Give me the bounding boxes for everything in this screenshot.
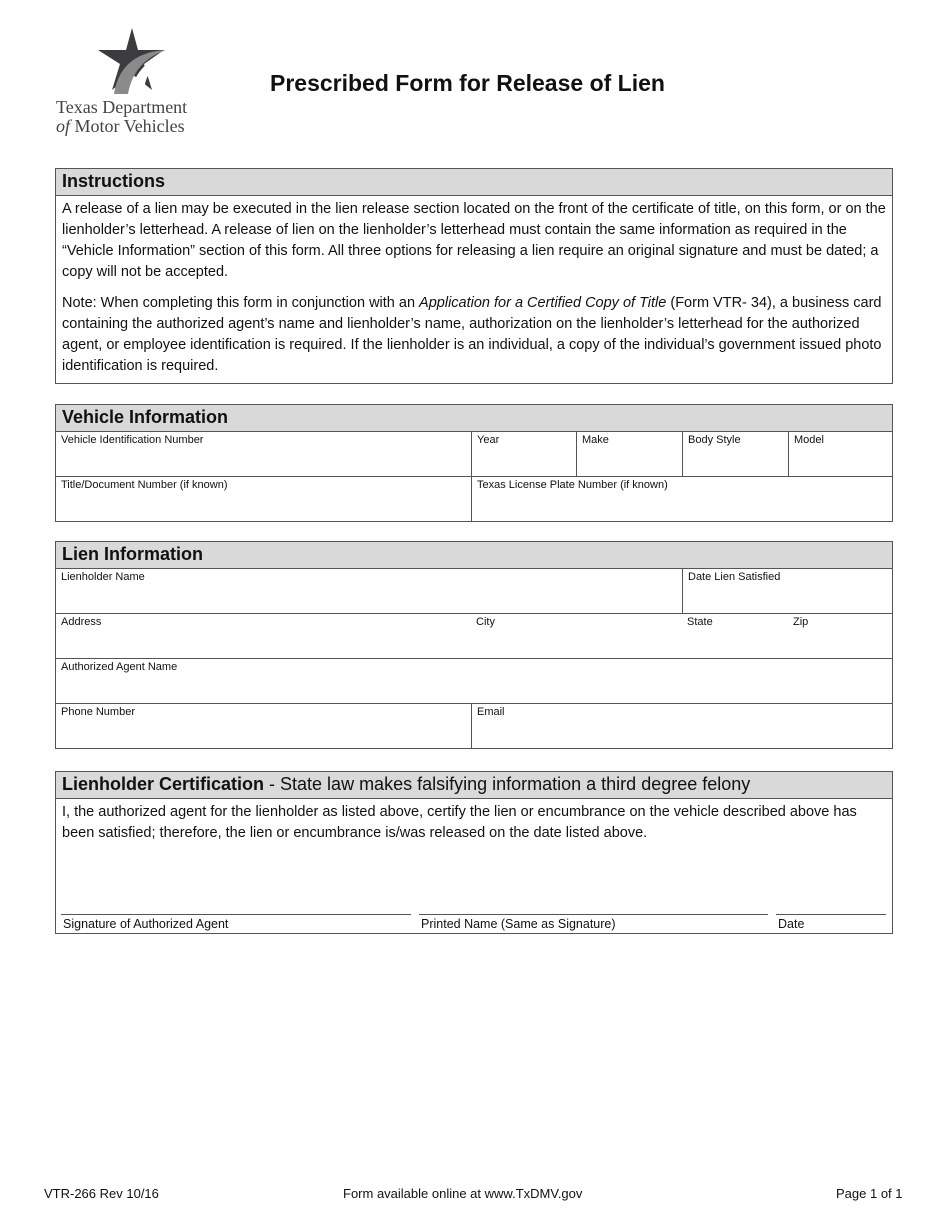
signature-line[interactable] — [61, 914, 411, 915]
license-plate-field[interactable]: Texas License Plate Number (if known) — [471, 477, 892, 522]
certification-statement: I, the authorized agent for the lienholder as listed above, certify the lien or encumbrance on the vehicle described above has been satisfied; therefore, the lien or encumbrance is/was released on the date listed above. — [62, 804, 857, 841]
lienholder-name-field[interactable]: Lienholder Name — [61, 571, 145, 583]
agency-logo-text: Texas Department of Motor Vehicles — [56, 97, 188, 136]
printed-name-line[interactable] — [419, 914, 768, 915]
note-paragraph: Note: When completing this form in conjunction with an Application for a Certified Copy of Title (Form VTR- 34), a business card containing the authorized agent’s name and lienholder’s name, authorization on the lienholder’s letterhead for the authorized agent, or employee identification is required. If the lienholder is an individual, a copy of the individual’s government issued photo identification is required. — [62, 295, 882, 374]
body-style-field[interactable]: Body Style — [682, 432, 789, 476]
signature-label: Signature of Authorized Agent — [63, 917, 229, 931]
section-heading: Lienholder Certification - State law makes falsifying information a third degree felony — [56, 772, 892, 799]
form-id: VTR-266 Rev 10/16 — [44, 1186, 159, 1201]
txdmv-star-logo-icon — [94, 28, 168, 101]
section-heading: Lien Information — [56, 542, 892, 569]
model-field[interactable]: Model — [788, 432, 892, 476]
date-line[interactable] — [776, 914, 886, 915]
instructions-paragraph: A release of a lien may be executed in the lien release section located on the front of the certificate of title, on this form, or on the lienholder’s letterhead. A release of lien on the lienholder’s letterhead must contain the same information as required in the “Vehicle Information” section of this form. All three options for releasing a lien require an original signature and must be dated; a copy will not be accepted. — [62, 201, 886, 280]
date-lien-satisfied-field[interactable]: Date Lien Satisfied — [682, 569, 892, 613]
phone-number-field[interactable]: Phone Number — [61, 706, 135, 718]
online-availability: Form available online at www.TxDMV.gov — [343, 1186, 583, 1201]
state-field[interactable]: State — [687, 616, 713, 628]
lienholder-certification-section — [55, 771, 893, 934]
authorized-agent-name-field[interactable]: Authorized Agent Name — [61, 661, 178, 673]
section-heading: Vehicle Information — [56, 405, 892, 432]
printed-name-label: Printed Name (Same as Signature) — [421, 917, 616, 931]
make-field[interactable]: Make — [576, 432, 683, 476]
vehicle-information-section — [55, 404, 893, 522]
email-field[interactable]: Email — [471, 704, 892, 749]
date-label: Date — [778, 917, 805, 931]
zip-field[interactable]: Zip — [793, 616, 809, 628]
page-number: Page 1 of 1 — [836, 1186, 903, 1201]
city-field[interactable]: City — [476, 616, 495, 628]
year-field[interactable]: Year — [471, 432, 577, 476]
vin-field[interactable]: Vehicle Identification Number — [61, 434, 204, 446]
address-field[interactable]: Address — [61, 616, 102, 628]
page-title: Prescribed Form for Release of Lien — [270, 70, 665, 96]
lien-information-section — [55, 541, 893, 749]
title-number-field[interactable]: Title/Document Number (if known) — [61, 479, 228, 491]
instructions-section — [55, 168, 893, 384]
section-heading: Instructions — [56, 169, 892, 196]
